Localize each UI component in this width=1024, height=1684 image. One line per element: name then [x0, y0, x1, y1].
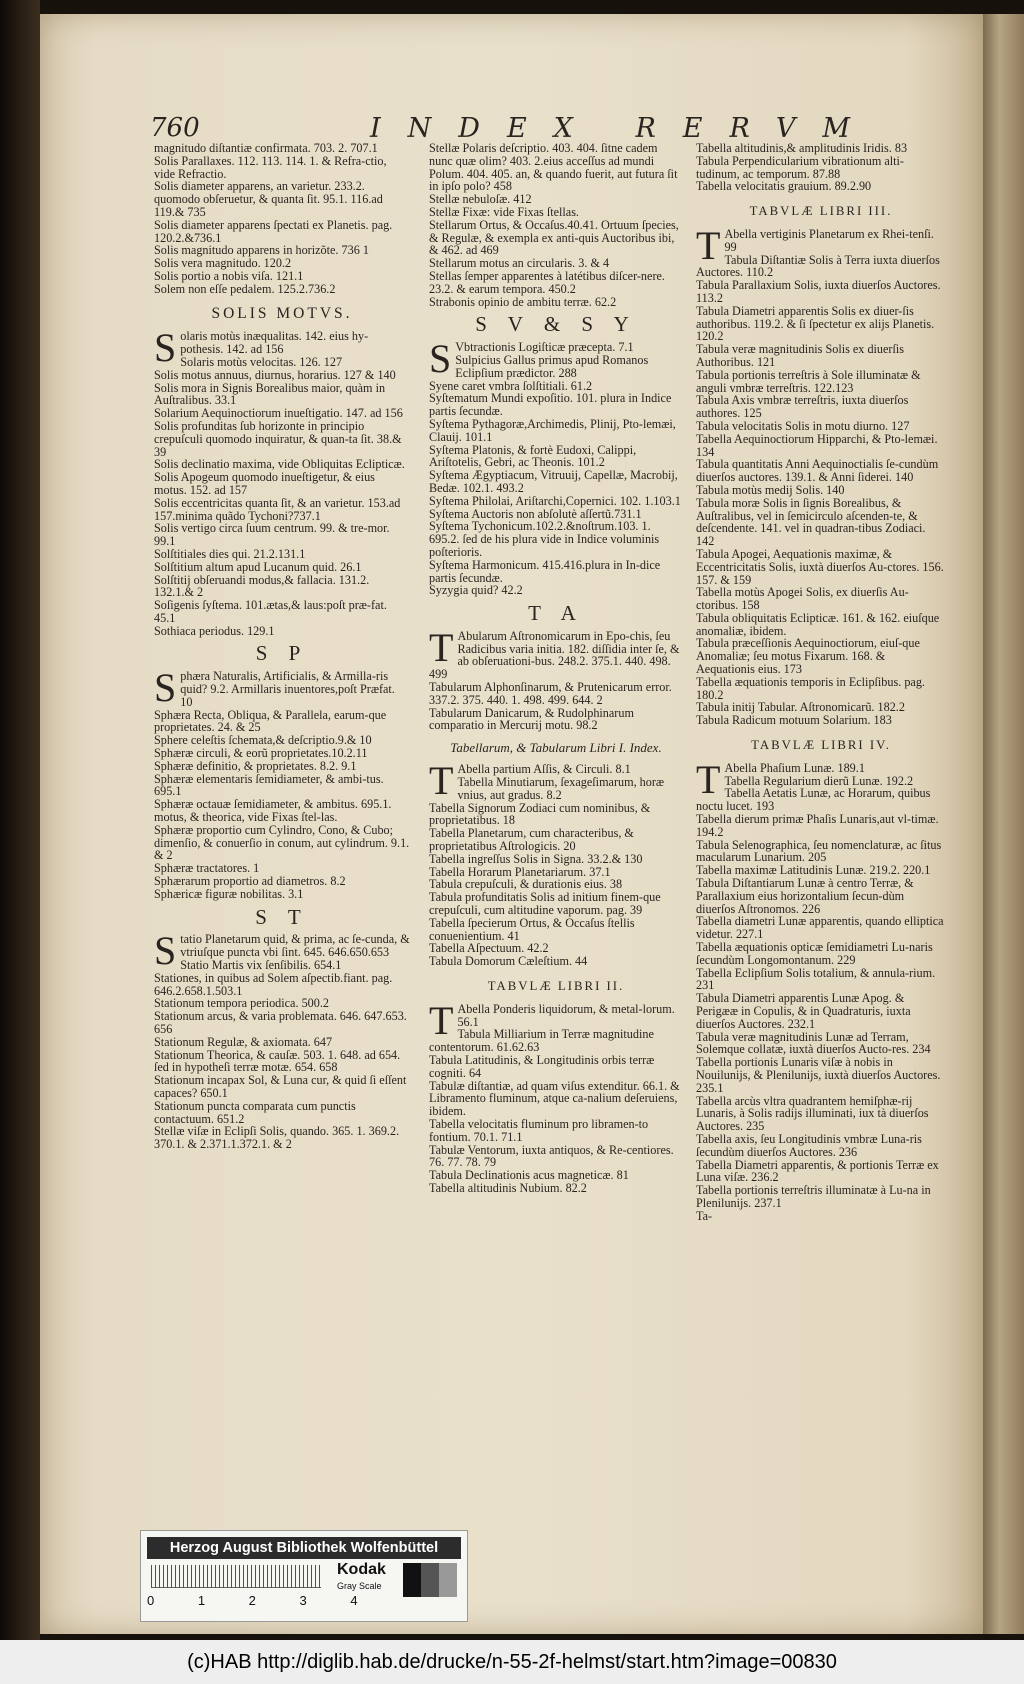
section-entries — [154, 325, 410, 638]
entry-text: Stellæ nebuloſæ. 412 — [429, 192, 532, 207]
index-entry — [696, 1133, 946, 1159]
drop-cap: S — [154, 325, 177, 371]
index-entry — [696, 305, 946, 343]
index-entry — [154, 1125, 410, 1151]
entry-text: Syſtema Harmonicum. 415.416.plura in In-dice partis ſecundæ. — [429, 557, 661, 585]
entry-text: Tabula quantitatis Anni Aequinoctialis ſe-cundùm diuerſos auctores. 139.1. & Anni ſiderei. 140 — [696, 457, 939, 485]
entry-text: Tabella Eclipſium Solis totalium, & annula-rium. 231 — [696, 965, 936, 993]
entry-text: Tabula veræ magnitudinis Solis ex diuerſis Authoribus. 121 — [696, 342, 905, 369]
index-entry — [429, 707, 683, 733]
section-heading: Tabellarum, & Tabularum Libri I. Index. — [450, 740, 662, 756]
entry-text: Stationes, in quibus ad Solem aſpectib.fiant. pag. 646.2.658.1.503.1 — [154, 970, 393, 998]
entry-text: Solis profunditas ſub horizonte in principio crepuſculi quomodo inquiratur, & quan-ta ſit. 38.& 39 — [154, 418, 402, 459]
index-entry — [429, 891, 683, 917]
library-name: Herzog August Bibliothek Wolfenbüttel — [147, 1537, 461, 1559]
ruler-ticks: 0 1 2 3 4 — [147, 1593, 378, 1608]
index-entry — [696, 612, 946, 638]
index-entry — [429, 827, 683, 853]
entry-text: Solis eccentricitas quanta ſit, & an varietur. 153.ad 157.minima quãdo Tychoni?737.1 — [154, 495, 401, 523]
index-column-3 — [696, 142, 946, 1223]
entry-text: Stellæ Fixæ: vide Fixas ſtellas. — [429, 204, 579, 219]
entry-text: Solis Apogeum quomodo inueſtigetur, & eius motus. 152. ad 157 — [154, 470, 375, 497]
entry-text: Syſtema Tychonicum.102.2.&noſtrum.103. 1. 695.2. ſed de his plura vide in Indice voluminis poſterioris. — [429, 519, 660, 559]
entry-text: Tabula Domorum Cæleſtium. 44 — [429, 954, 588, 969]
entry-text: Tabella Aetatis Lunæ, ac Horarum, quibus noctu lucet. 193 — [696, 786, 931, 814]
entry-text: Sphæræ definitio, & proprietates. 8.2. 9.1 — [154, 758, 357, 773]
index-entry — [154, 420, 410, 458]
entry-text: Solis vera magnitudo. 120.2 — [154, 256, 292, 271]
index-page — [40, 14, 983, 1634]
entry-text: Tabula Radicum motuum Solarium. 183 — [696, 713, 892, 728]
index-entry — [696, 433, 946, 459]
entry-text: Soſigenis ſyſtema. 101.ætas,& laus:poſt præ-fat. 45.1 — [154, 598, 387, 625]
entry-text: Solis declinatio maxima, vide Obliquitas Eclipticæ. — [154, 457, 405, 472]
entry-text: Tabula Diametri apparentis Solis ex diuer-ſis authoribus. 119.2. & ſi ſpectetur ex alijs Planetis. 120.2 — [696, 303, 935, 344]
index-entry — [696, 497, 946, 548]
entry-text: Syſtematum Mundi expoſitio. 101. plura in Indice partis ſecundæ. — [429, 391, 672, 419]
entry-text: Stellæ Polaris deſcriptio. 403. 404. ſitne cadem nunc quæ olim? 403. 2.eius acceſſus ad mundi Polum. 404. 405. an, & quando fuerit, aut futura ſit in ipſo polo? 458 — [429, 141, 678, 194]
section-heading: TABVLÆ LIBRI III. — [749, 204, 893, 219]
index-entry — [429, 270, 683, 296]
index-entry — [154, 773, 410, 799]
index-entry — [429, 1080, 683, 1118]
index-entry — [429, 392, 683, 418]
index-entry — [696, 1159, 946, 1185]
index-entry — [696, 279, 946, 305]
entry-text: Abella Ponderis liquidorum, & metal-lorum. 56.1 — [457, 1001, 675, 1029]
section-entries — [696, 756, 946, 1223]
entry-text: Sulpicius Gallus primus apud Romanos Eclipſium prædictor. 288 — [455, 352, 649, 380]
index-entry — [696, 992, 946, 1030]
entry-text: Tabula præceſſionis Aequinoctiorum, eiuſ-que Anomaliæ; ſeu motus Fixarum. 168. & Aequationis eius. 173 — [696, 636, 920, 677]
entry-text: Tabula velocitatis Solis in motu diurno. 127 — [696, 418, 910, 433]
index-entry — [154, 798, 410, 824]
index-entry — [696, 1031, 946, 1057]
entry-text: Tabularum Danicarum, & Rudolphinarum comparatio in Mercurij motu. 98.2 — [429, 705, 634, 733]
entry-text: Solis diameter apparens, an varietur. 233.2. quomodo obſeruetur, & quanta ſit. 95.1. 116.ad 119.& 735 — [154, 179, 383, 219]
entry-text: Tabula veræ magnitudinis Lunæ ad Terram, Solemque collatæ, iuxtà diuerſos Aucto-res. 234 — [696, 1029, 931, 1057]
section-entries — [154, 665, 410, 901]
index-entry — [154, 1010, 410, 1036]
entry-text: Tabella Planetarum, cum characteribus, & proprietatibus Aſtrologicis. 20 — [429, 826, 634, 854]
entry-text: Tabella Aequinoctiorum Hipparchi, & Pto-lemæi. 134 — [696, 431, 938, 459]
kodak-logo: Kodak — [337, 1561, 386, 1578]
index-entry — [696, 180, 946, 193]
index-entry — [154, 709, 410, 735]
entry-text: Solaris motùs velocitas. 126. 127 — [180, 354, 343, 369]
index-entry — [696, 369, 946, 395]
entry-text: Tabula portionis terreſtris à Sole illuminatæ & anguli vmbræ terreſtris. 122.123 — [696, 367, 921, 395]
entry-text: Tabula Declinationis acus magneticæ. 81 — [429, 1168, 629, 1183]
entry-text: Tabella velocitatis fluminum pro libramen-to fontium. 70.1. 71.1 — [429, 1116, 649, 1144]
page-number: 760 — [150, 113, 200, 143]
index-entry — [429, 444, 683, 470]
entry-text: Tabella Aſpectuum. 42.2 — [429, 941, 549, 956]
section-heading: TABVLÆ LIBRI IV. — [751, 738, 891, 753]
index-entry — [154, 522, 410, 548]
section-heading: S T — [255, 904, 309, 929]
entry-text: Tabula profunditatis Solis ad initium finem-que crepuſculi, cum altitudine vaporum. pag. 39 — [429, 890, 661, 918]
gray-scale-label: Gray Scale — [337, 1581, 382, 1591]
index-entry — [154, 180, 410, 218]
index-entry — [154, 599, 410, 625]
running-title: INDEX RERVM — [370, 113, 878, 144]
entry-text: Abella vertiginis Planetarum ex Rhei-tenſi. 99 — [724, 226, 934, 254]
index-entry — [429, 776, 683, 802]
index-entry — [154, 497, 410, 523]
entry-text: Tabella æquationis temporis in Eclipſibus. pag. 180.2 — [696, 674, 925, 702]
entry-text: Sphærarum proportio ad diametros. 8.2 — [154, 874, 346, 889]
entry-text: Solis magnitudo apparens in horizõte. 736 1 — [154, 243, 369, 258]
index-entry — [696, 1095, 946, 1133]
index-entry — [429, 1054, 683, 1080]
index-entry — [696, 839, 946, 865]
entry-text: tatio Planetarum quid, & prima, ac ſe-cunda, & vtriuſque puncta vbi ſint. 645. 646.650.653 — [180, 932, 410, 960]
entry-text: Syſtema Auctoris non abſolutè aſſertũ.731.1 — [429, 506, 642, 521]
entries — [429, 142, 683, 308]
entry-text: Stationum puncta comparata cum punctis contactuum. 651.2 — [154, 1098, 356, 1126]
entry-text: Tabella axis, ſeu Longitudinis vmbræ Luna-ris ſecundùm diuerſos Auctores. 236 — [696, 1131, 922, 1159]
entry-text: Tabulæ Ventorum, iuxta antiquos, & Re-centiores. 76. 77. 78. 79 — [429, 1142, 674, 1170]
index-entry — [429, 354, 683, 380]
index-entry — [429, 1118, 683, 1144]
entry-text: Stellarum motus an circularis. 3. & 4 — [429, 256, 610, 271]
drop-cap: S — [154, 928, 177, 974]
index-entry — [696, 637, 946, 675]
index-entry — [429, 296, 683, 309]
index-entry — [154, 219, 410, 245]
entry-text: Abularum Aſtronomicarum in Epo-chis, ſeu Radicibus varia initia. 182. diſſidia inter ſe, & ab obſeruationi-bus. 248.2. 375.1. 440. 498. 499 — [429, 628, 680, 682]
entry-text: Tabella Minutiarum, ſexageſimarum, horæ vnius, aut gradus. 8.2 — [457, 775, 665, 802]
index-entry — [429, 802, 683, 828]
drop-cap: T — [429, 758, 454, 804]
library-color-card — [140, 1530, 468, 1622]
index-entry — [429, 142, 683, 193]
index-entry — [154, 471, 410, 497]
scale-ruler — [151, 1565, 321, 1588]
index-entry — [696, 394, 946, 420]
entry-text: Sphere celeſtis ſchemata,& deſcriptio.9.& 10 — [154, 733, 372, 748]
entry-text: Tabula Selenographica, ſeu nomenclaturæ, ac ſitus macularum Lunarium. 205 — [696, 837, 942, 865]
entry-text: Solis portio a nobis viſa. 121.1 — [154, 268, 304, 283]
entry-text: Tabulæ diſtantiæ, ad quam viſus extenditur. 66.1. & Libramento fluminum, atque ca-nalium deſeruiens, ibidem. — [429, 1078, 680, 1119]
entry-text: Sothiaca periodus. 129.1 — [154, 623, 275, 638]
entry-text: Tabula Diſtantiæ Solis à Terra iuxta diuerſos Auctores. 110.2 — [696, 252, 940, 280]
entry-text: Tabella ſpecierum Ortus, & Occaſus ſtellis conuenientium. 41 — [429, 915, 635, 943]
entry-text: Stellæ viſæ in Eclipſi Solis, quando. 365. 1. 369.2. 370.1. & 2.371.1.372.1. & 2 — [154, 1124, 400, 1152]
entry-text: Statio Martis vix ſenſibilis. 654.1 — [180, 958, 342, 973]
index-entry — [429, 219, 683, 257]
entries — [154, 142, 410, 296]
gray-swatch-black — [403, 1563, 421, 1597]
index-entry — [429, 520, 683, 558]
index-column-1 — [154, 142, 410, 1151]
entry-text: Syſtema Philolai, Ariſtarchi,Copernici. 102. 1.103.1 — [429, 493, 681, 508]
section-heading: TABVLÆ LIBRI II. — [487, 979, 625, 994]
entry-text: Solſtitij obſeruandi modus,& fallacia. 131.2. 132.1.& 2 — [154, 572, 370, 600]
section-entries — [429, 997, 683, 1195]
index-entry — [696, 343, 946, 369]
entry-text: Ta- — [696, 1208, 713, 1223]
index-entry — [429, 917, 683, 943]
drop-cap: S — [429, 336, 452, 382]
entry-text: Tabella diametri Lunæ apparentis, quando elliptica videtur. 227.1 — [696, 914, 944, 942]
index-entry — [696, 586, 946, 612]
entry-text: Tabula Perpendicularium vibrationum alti-tudinum, ac temporum. 87.88 — [696, 153, 904, 181]
index-entry — [696, 548, 946, 586]
index-entry — [154, 1100, 410, 1126]
entry-text: Tabella altitudinis,& amplitudinis Iridis. 83 — [696, 141, 908, 155]
entry-text: Stationum Theorica, & cauſæ. 503. 1. 648. ad 654. ſed in hypotheſi terræ motæ. 654. 658 — [154, 1047, 401, 1075]
entry-text: Sphæræ octauæ ſemidiameter, & ambitus. 695.1. motus, & theorica, vide Fixas ſtel-las. — [154, 797, 392, 825]
entry-text: Syſtema Ægyptiacum, Vitruuij, Capellæ, Macrobij, Bedæ. 102.1. 493.2 — [429, 468, 678, 495]
index-entry — [696, 1056, 946, 1094]
entry-text: magnitudo diſtantiæ confirmata. 703. 2. 707.1 — [154, 141, 378, 155]
book-spine — [0, 0, 40, 1684]
entry-text: Tabula crepuſculi, & durationis eius. 38 — [429, 877, 623, 892]
entries — [696, 142, 946, 193]
entry-text: Tabella dierum primæ Phaſis Lunaris,aut vl-timæ. 194.2 — [696, 812, 939, 839]
index-entry — [154, 155, 410, 181]
section-entries — [429, 758, 683, 969]
index-entry — [154, 824, 410, 862]
index-entry — [429, 955, 683, 968]
index-entry — [696, 915, 946, 941]
gray-swatch-light — [439, 1563, 457, 1597]
index-entry — [696, 1210, 946, 1223]
entry-text: Tabula Diſtantiarum Lunæ à centro Terræ, & Parallaxium eius horizontalium ſecun-dùm diuerſos Aſtronomos. 226 — [696, 876, 914, 916]
entry-text: Tabella Regularium dierũ Lunæ. 192.2 — [724, 773, 914, 788]
gray-swatch-dark — [421, 1563, 439, 1597]
index-entry — [429, 469, 683, 495]
page-header — [40, 103, 983, 143]
index-entry — [429, 1028, 683, 1054]
drop-cap: T — [696, 222, 721, 268]
drop-cap: S — [154, 665, 177, 711]
entry-text: Tabella motùs Apogei Solis, ex diuerſis Au-ctoribus. 158 — [696, 585, 909, 613]
entry-text: Tabella Horarum Planetariarum. 37.1 — [429, 864, 611, 879]
entry-text: Tabula obliquitatis Eclipticæ. 161. & 162. eiuſque anomaliæ, ibidem. — [696, 610, 940, 638]
entry-text: Tabella Signorum Zodiaci cum nominibus, & proprietatibus. 18 — [429, 800, 651, 828]
entry-text: Stationum tempora periodica. 500.2 — [154, 996, 329, 1011]
entry-text: Tabula Axis vmbræ terreſtris, iuxta diuerſos authores. 125 — [696, 393, 909, 421]
entry-text: Stationum arcus, & varia problemata. 646. 647.653. 656 — [154, 1009, 407, 1036]
entry-text: Solarium Aequinoctiorum inueſtigatio. 147. ad 156 — [154, 406, 403, 421]
entry-text: Sphæra Recta, Obliqua, & Parallela, earum-que proprietates. 24. & 25 — [154, 707, 387, 735]
entry-text: Tabella æquationis opticæ ſemidiametri Lu-naris ſecundùm Longomontanum. 229 — [696, 940, 933, 967]
entry-text: Stationum incapax Sol, & Luna cur, & quid ſi eſſent capaces? 650.1 — [154, 1073, 407, 1100]
section-heading: SOLIS MOTVS. — [211, 304, 353, 322]
entry-text: Stationum Regulæ, & axiomata. 647 — [154, 1034, 333, 1049]
index-entry — [429, 624, 683, 682]
entry-text: phæra Naturalis, Artificialis, & Armilla-ris quid? 9.2. Armillaris inuentores,poſt Præfat. 10 — [180, 669, 395, 709]
entry-text: Stellarum Ortus, & Occaſus.40.41. Ortuum ſpecies, & Regulæ, & exempla ex anti-quis Auctoribus ibi, & 462. ad 469 — [429, 217, 679, 258]
entry-text: Stellas ſemper apparentes à latétibus diſcer-nere. 23.2. & earum tempora. 450.2 — [429, 268, 665, 296]
entry-text: Syſtema Pythagoræ,Archimedis, Plinij, Pto-lemæi, Clauij. 101.1 — [429, 416, 676, 444]
section-heading: S V & S Y — [475, 312, 637, 337]
entry-text: Sphæræ circuli, & eorũ proprietates.10.2.11 — [154, 746, 368, 761]
index-entry — [429, 1182, 683, 1195]
entry-text: Solis diameter apparens ſpectati ex Planetis. pag. 120.2.&736.1 — [154, 217, 393, 245]
entry-text: Sphæræ proportio cum Cylindro, Cono, & Cubo; dimenſio, & conuerſio in conum, aut cylindrum. 9.1. & 2 — [154, 822, 410, 863]
section-entries — [154, 928, 410, 1152]
index-entry — [154, 625, 410, 638]
index-entry — [154, 382, 410, 408]
entry-text: Strabonis opinio de ambitu terræ. 62.2 — [429, 294, 617, 309]
section-heading: S P — [255, 641, 309, 666]
entry-text: Abella partium Aſſis, & Circuli. 8.1 — [457, 762, 631, 777]
index-entry — [429, 681, 683, 707]
entry-text: Tabula initij Tabular. Aſtronomicarũ. 182.2 — [696, 700, 905, 715]
entry-text: Sphæricæ figuræ nobilitas. 3.1 — [154, 886, 304, 901]
entry-text: Tabula Diametri apparentis Lunæ Apog. & Perigææ in Copulis, & in Quadraturis, iuxta diuerſos Auctores. 232.1 — [696, 991, 911, 1031]
index-entry — [154, 1049, 410, 1075]
index-entry — [696, 155, 946, 181]
entry-text: Tabella altitudinis Nubium. 82.2 — [429, 1180, 587, 1195]
index-entry — [696, 714, 946, 727]
entry-text: Tabula moræ Solis in ſignis Borealibus, & Auſtralibus, vel in ſemicirculo aſcenden-te, & deſcendente. 141. vel in quadran-tibus Zodiaci. 142 — [696, 495, 926, 549]
entry-text: Solſtitium altum apud Lucanum quid. 26.1 — [154, 559, 362, 574]
entry-text: Tabella arcùs vltra quadrantem hemiſphæ-rij Lunaris, à Solis radijs illuminati, iux tà diuerſos Auctores. 235 — [696, 1093, 929, 1134]
entry-text: Tabella ingreſſus Solis in Signa. 33.2.& 130 — [429, 851, 643, 866]
drop-cap: T — [696, 756, 721, 802]
drop-cap: T — [429, 624, 454, 670]
index-entry — [696, 813, 946, 839]
index-entry — [154, 665, 410, 711]
index-entry — [696, 1184, 946, 1210]
entry-text: Solis vertigo circa ſuum centrum. 99. & tre-mor. 99.1 — [154, 521, 390, 549]
entry-text: Vbtractionis Logiſticæ præcepta. 7.1 — [455, 340, 634, 355]
entry-text: Tabella Diametri apparentis, & portionis Terræ ex Luna viſæ. 236.2 — [696, 1157, 939, 1185]
index-entry — [696, 787, 946, 813]
entry-text: Syſtema Platonis, & fortè Eudoxi, Calippi, Ariſtotelis, Gebri, ac Theonis. 101.2 — [429, 442, 637, 470]
index-entry — [696, 877, 946, 915]
index-entry — [696, 254, 946, 280]
entry-text: Solis motus annuus, diurnus, horarius. 127 & 140 — [154, 367, 396, 382]
index-entry — [429, 584, 683, 597]
entry-text: Tabella portionis Lunaris viſæ à nobis in Nouilunijs, & Plenilunijs, iuxtà diuerſos Auctores. 235.1 — [696, 1055, 941, 1095]
index-entry — [696, 967, 946, 993]
entry-text: Syzygia quid? 42.2 — [429, 583, 523, 598]
index-entry — [154, 574, 410, 600]
drop-cap: T — [429, 997, 454, 1043]
section-heading: T A — [528, 601, 584, 626]
entry-text: Tabula motùs medij Solis. 140 — [696, 482, 845, 497]
index-column-2 — [429, 142, 683, 1195]
entry-text: Tabularum Alphonſinarum, & Prutenicarum error. 337.2. 375. 440. 1. 498. 499. 644. 2 — [429, 680, 672, 707]
entry-text: Tabula Parallaxium Solis, iuxta diuerſos Auctores. 113.2 — [696, 278, 941, 305]
page-edge — [983, 14, 1024, 1634]
entry-text: Tabula Milliarium in Terræ magnitudine contentorum. 61.62.63 — [429, 1027, 654, 1055]
entry-text: Tabella portionis terreſtris illuminatæ à Lu-na in Plenilunijs. 237.1 — [696, 1183, 931, 1210]
entry-text: Abella Phaſium Lunæ. 189.1 — [724, 760, 865, 775]
index-entry — [154, 283, 410, 296]
index-entry — [154, 1074, 410, 1100]
entry-text: Tabella velocitatis grauium. 89.2.90 — [696, 179, 872, 194]
entry-text: Tabula Latitudinis, & Longitudinis orbis terræ cogniti. 64 — [429, 1053, 655, 1080]
index-entry — [429, 1144, 683, 1170]
index-entry — [429, 418, 683, 444]
entry-text: Solſtitiales dies qui. 21.2.131.1 — [154, 546, 306, 561]
entry-text: Tabella maximæ Latitudinis Lunæ. 219.2. 220.1 — [696, 863, 931, 878]
entry-text: Solis Parallaxes. 112. 113. 114. 1. & Refra-ctio, vide Refractio. — [154, 153, 387, 181]
index-entry — [154, 888, 410, 901]
index-entry — [696, 941, 946, 967]
copyright-footer: (c)HAB http://diglib.hab.de/drucke/n-55-2f-helmst/start.htm?image=00830 — [0, 1640, 1024, 1684]
entry-text: Sphæræ elementaris ſemidiameter, & ambi-tus. 695.1 — [154, 771, 384, 799]
entry-text: Tabula Apogei, Aequationis maximæ, & Eccentricitatis Solis, iuxtà diuerſos Au-ctores. 156. 157. & 159 — [696, 546, 944, 587]
index-entry — [696, 676, 946, 702]
entry-text: Syene caret vmbra ſolſtitiali. 61.2 — [429, 378, 593, 393]
entry-text: Sphæræ tractatores. 1 — [154, 861, 260, 876]
entry-text: Solem non eſſe pedalem. 125.2.736.2 — [154, 281, 336, 296]
index-entry — [154, 972, 410, 998]
index-entry — [696, 458, 946, 484]
section-entries — [429, 336, 683, 598]
section-entries — [429, 624, 683, 733]
entry-text: Solis mora in Signis Borealibus maior, quàm in Auſtralibus. 33.1 — [154, 380, 386, 408]
section-entries — [696, 222, 946, 728]
entry-text: olaris motùs inæqualitas. 142. eius hy-pothesis. 142. ad 156 — [180, 329, 369, 357]
index-entry — [429, 559, 683, 585]
